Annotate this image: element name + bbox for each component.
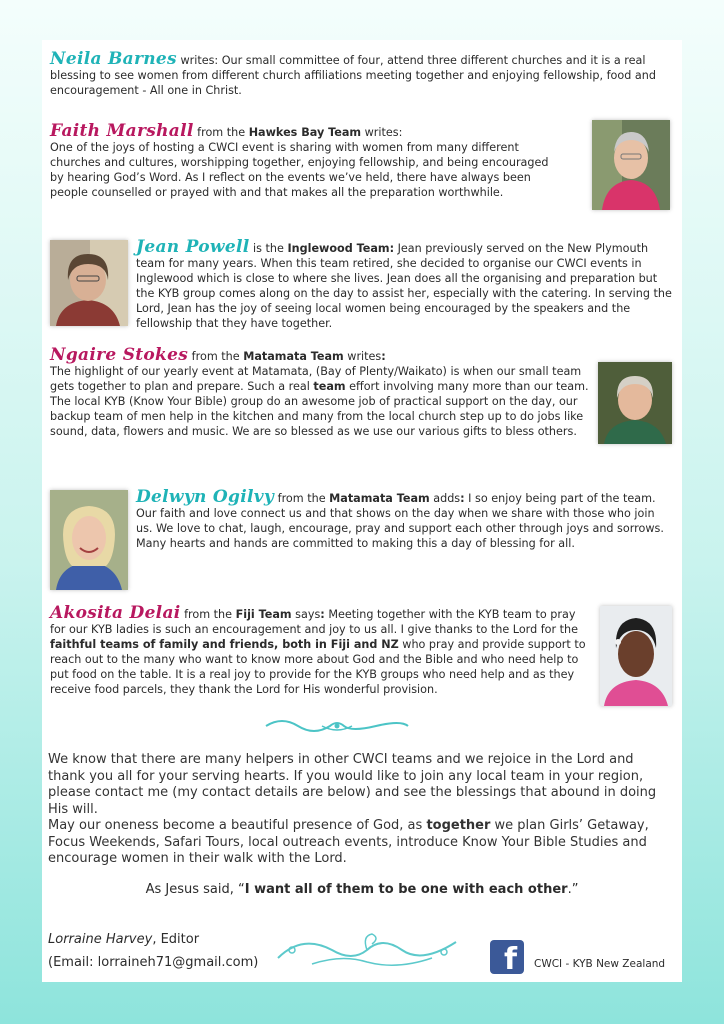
quote-post: .”: [567, 882, 579, 897]
jean-text: Jean previously served on the New Plymouth team for many years. When this team retired, she decided to organise our CWCI events in Inglewood which is close to where she lives. Jean does all the organising and preparation but the KYB group comes along on the day to assist her, especially with the catering. In serving the Lord, Jean has the joy of seeing local women being encouraged by the speakers and the fellowship that they have together.: [136, 242, 672, 330]
jean-name: Jean Powell: [136, 237, 250, 257]
faith-name: Faith Marshall: [50, 121, 194, 141]
editor-credit: [48, 932, 199, 947]
faith-pre: from the: [193, 126, 249, 139]
akosita-section: [50, 603, 590, 697]
footer-flourish-icon: [272, 928, 462, 972]
facebook-label[interactable]: CWCI - KYB New Zealand: [534, 958, 666, 970]
delwyn-pre: from the: [274, 492, 330, 505]
faith-section: [50, 121, 558, 200]
akosita-bold: faithful teams of family and friends, both in Fiji and NZ: [50, 638, 399, 651]
ngaire-text1: The highlight of our yearly event at Matamata, (Bay of Plenty/Waikato) is when our small team gets together to plan and prepare. Such a real: [50, 365, 582, 393]
ngaire-bold: team: [313, 380, 346, 393]
akosita-colon: :: [320, 608, 325, 621]
neila-text: writes: Our small committee of four, attend three different churches and it is a real blessing to see women from different church affiliations meeting together and enjoying fellowship, food and encouragement - All one in Christ.: [50, 54, 656, 97]
editor-name: Lorraine Harvey: [48, 932, 153, 947]
jean-photo: [50, 240, 128, 326]
akosita-team: Fiji Team: [235, 608, 292, 621]
editor-role: , Editor: [152, 932, 200, 947]
akosita-name: Akosita Delai: [50, 603, 181, 623]
newsletter-page: [42, 40, 682, 982]
facebook-glyph: f: [503, 942, 517, 977]
delwyn-colon: :: [460, 492, 465, 505]
quote-bold: I want all of them to be one with each other: [244, 882, 568, 897]
closing-p2b: we plan Girls’ Getaway, Focus Weekends, Safari Tours, local outreach events, introduce Know Your Bible Studies and encourage women in their walk with the Lord.: [48, 818, 649, 866]
quote-pre: As Jesus said, “: [145, 882, 245, 897]
faith-team: Hawkes Bay Team: [248, 126, 362, 139]
jean-section: [136, 237, 672, 331]
faith-post: writes:: [361, 126, 403, 139]
ngaire-team: Matamata Team: [243, 350, 344, 363]
jean-pre: is the: [249, 242, 288, 255]
closing-text: [48, 752, 674, 868]
ngaire-text2: effort involving many more than our team. The local KYB (Know Your Bible) group do an awesome job of practical support on the day, our backup team of men help in the kitchen and many from the local church step up to do jobs like sound, data, flowers and music. We are so blessed as we use our various gifts to bless others.: [50, 380, 589, 438]
neila-name: Neila Barnes: [50, 49, 177, 69]
facebook-icon[interactable]: [490, 940, 524, 977]
ngaire-pre: from the: [188, 350, 244, 363]
akosita-text2: who pray and provide support to reach out to the many who want to know more about God and the Bible and who need help to put food on the table. It is a real joy to provide for the KYB groups who need help and as they receive food parcels, they thank the Lord for His wonderful provision.: [50, 638, 586, 696]
delwyn-team: Matamata Team: [329, 492, 430, 505]
akosita-photo: [600, 606, 672, 706]
closing-paragraph-2: [48, 818, 674, 868]
ngaire-post: writes: [343, 350, 382, 363]
editor-email[interactable]: (Email: lorraineh71@gmail.com): [48, 955, 259, 970]
delwyn-photo: [50, 490, 128, 590]
faith-photo: [592, 120, 670, 210]
closing-p2a: May our oneness become a beautiful presence of God, as: [48, 818, 427, 833]
faith-text: One of the joys of hosting a CWCI event is sharing with women from many different churches and cultures, worshipping together, enjoying fellowship, and being encouraged by hearing God’s Word. As I reflect on the events we’ve held, there have always been people counselled or prayed with and that makes all the preparation worthwhile.: [50, 141, 549, 199]
ngaire-photo: [598, 362, 672, 444]
jean-team: Inglewood Team:: [287, 242, 395, 255]
ngaire-colon: :: [381, 350, 386, 363]
neila-section: [50, 49, 670, 98]
akosita-pre: from the: [180, 608, 236, 621]
delwyn-post: adds: [429, 492, 461, 505]
flourish-divider-icon: [262, 716, 412, 736]
closing-paragraph-1: We know that there are many helpers in other CWCI teams and we rejoice in the Lord and thank you all for your serving hearts. If you would like to join any local team in your region, please contact me (my contact details are below) and see the blessings that abound in doing His will.: [48, 752, 657, 817]
delwyn-text: I so enjoy being part of the team. Our faith and love connect us and that shows on the day when we share with those who join us. We love to chat, laugh, encourage, pray and support each other through joys and sorrows. Many hearts and hands are committed to making this a day of blessing for all.: [136, 492, 664, 550]
akosita-text1: Meeting together with the KYB team to pray for our KYB ladies is such an encouragement and joy to us all. I give thanks to the Lord for the: [50, 608, 579, 636]
jesus-quote: [42, 882, 682, 897]
akosita-post: says: [291, 608, 321, 621]
delwyn-name: Delwyn Ogilvy: [136, 487, 275, 507]
delwyn-section: [136, 487, 670, 551]
ngaire-section: [50, 345, 590, 439]
ngaire-name: Ngaire Stokes: [50, 345, 189, 365]
closing-p2-bold: together: [426, 818, 491, 833]
